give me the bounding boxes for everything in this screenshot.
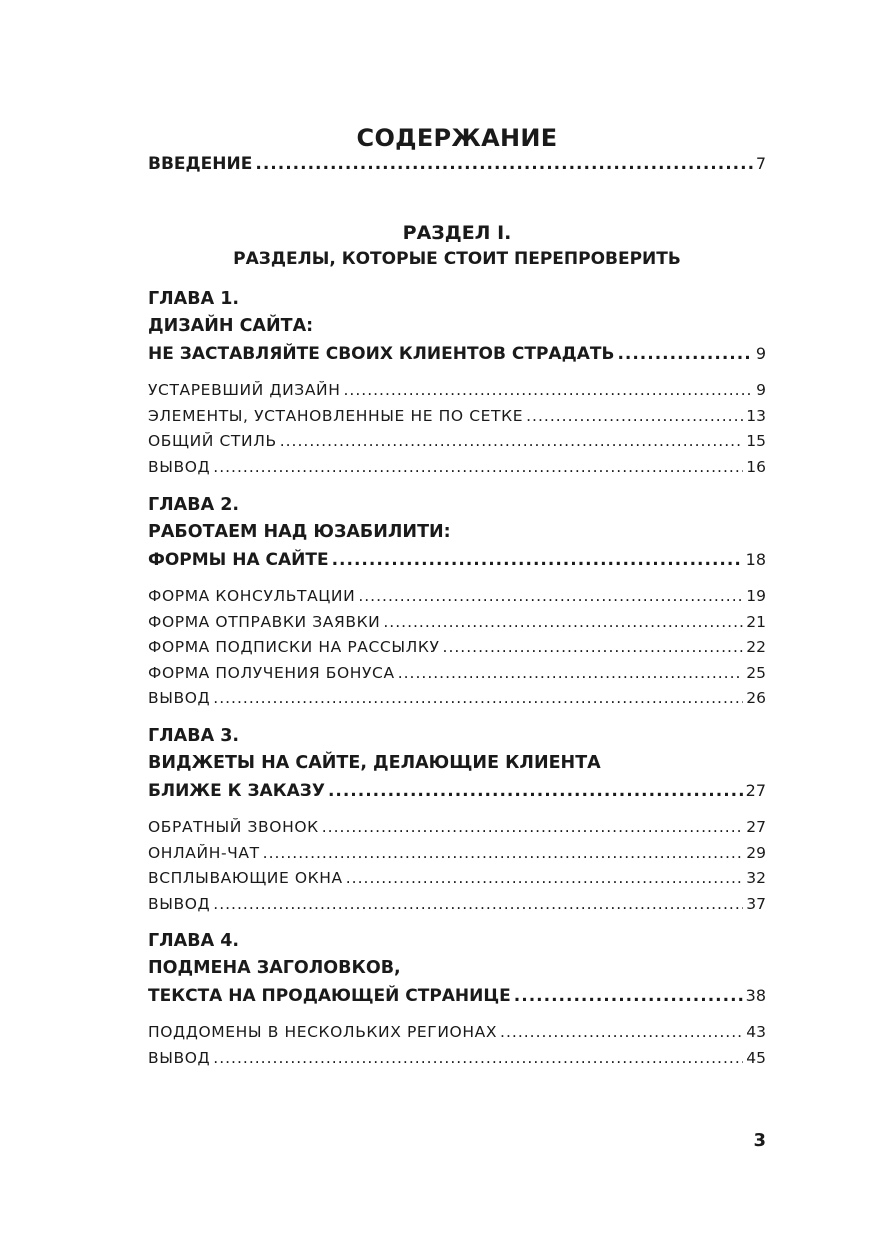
entry-label: ПОДДОМЕНЫ В НЕСКОЛЬКИХ РЕГИОНАХ	[148, 1023, 498, 1041]
subsection-list	[148, 378, 766, 480]
toc-entry-subsection[interactable]	[148, 404, 766, 430]
toc-entry-subsection[interactable]	[148, 841, 766, 867]
entry-label: ОБЩИЙ СТИЛЬ	[148, 432, 277, 450]
entry-label: ЭЛЕМЕНТЫ, УСТАНОВЛЕННЫЕ НЕ ПО СЕТКЕ	[148, 406, 524, 425]
subsection-list	[148, 584, 766, 712]
toc-entry-subsection[interactable]	[148, 686, 766, 712]
dot-leader	[358, 584, 743, 610]
chapter-title-line: ДИЗАЙН САЙТА:	[148, 316, 314, 336]
entry-page-number: 9	[756, 381, 766, 399]
chapter-3	[148, 723, 766, 917]
toc-page	[148, 0, 766, 1241]
entry-page-number: 21	[746, 612, 766, 631]
dot-leader	[263, 841, 744, 867]
entry-label: ВЫВОД	[148, 689, 211, 707]
toc-entry-chapter[interactable]	[148, 546, 766, 574]
entry-page-number: 16	[746, 457, 766, 476]
toc-entry-subsection[interactable]	[148, 635, 766, 661]
entry-label: ВВЕДЕНИЕ	[148, 154, 253, 174]
toc-entry-subsection[interactable]	[148, 610, 766, 636]
chapter-4	[148, 928, 766, 1071]
dot-leader	[213, 686, 743, 712]
dot-leader	[213, 1046, 743, 1072]
entry-page-number: 38	[745, 986, 766, 1005]
chapter-1	[148, 286, 766, 480]
dot-leader	[332, 547, 743, 574]
toc-entry-subsection[interactable]	[148, 584, 766, 610]
chapter-number: ГЛАВА 2.	[148, 495, 240, 515]
entry-page-number: 9	[755, 344, 766, 363]
subsection-list	[148, 815, 766, 917]
section-subtitle: РАЗДЕЛЫ, КОТОРЫЕ СТОИТ ПЕРЕПРОВЕРИТЬ	[233, 249, 681, 269]
entry-page-number: 7	[755, 154, 766, 173]
page-number-footer: 3	[753, 1130, 766, 1151]
entry-label: ФОРМЫ НА САЙТЕ	[148, 550, 329, 570]
dot-leader	[328, 778, 743, 805]
entry-label: НЕ ЗАСТАВЛЯЙТЕ СВОИХ КЛИЕНТОВ СТРАДАТЬ	[148, 344, 615, 364]
entry-label: ВЫВОД	[148, 894, 211, 913]
entry-page-number: 32	[746, 869, 766, 887]
chapter-number: ГЛАВА 1.	[148, 289, 240, 309]
entry-page-number: 37	[746, 894, 766, 913]
toc-entry-subsection[interactable]	[148, 378, 766, 404]
entry-label: УСТАРЕВШИЙ ДИЗАЙН	[148, 381, 341, 399]
entry-label: БЛИЖЕ К ЗАКАЗУ	[148, 781, 325, 801]
chapter-title-line: РАБОТАЕМ НАД ЮЗАБИЛИТИ:	[148, 522, 451, 542]
dot-leader	[280, 429, 744, 455]
subsection-list	[148, 1020, 766, 1071]
dot-leader	[398, 661, 744, 687]
entry-label: ОНЛАЙН-ЧАТ	[148, 843, 260, 862]
dot-leader	[383, 610, 743, 636]
entry-page-number: 43	[746, 1023, 766, 1041]
entry-page-number: 22	[746, 638, 766, 656]
toc-entry-chapter[interactable]	[148, 982, 766, 1010]
entry-label: ФОРМА КОНСУЛЬТАЦИИ	[148, 587, 356, 605]
toc-entry-chapter[interactable]	[148, 777, 766, 805]
entry-label: ФОРМА ПОДПИСКИ НА РАССЫЛКУ	[148, 638, 440, 656]
entry-label: ТЕКСТА НА ПРОДАЮЩЕЙ СТРАНИЦЕ	[148, 986, 511, 1006]
toc-title: СОДЕРЖАНИЕ	[356, 124, 558, 152]
section-heading	[148, 220, 766, 272]
entry-page-number: 18	[745, 550, 766, 569]
dot-leader	[344, 378, 754, 404]
toc-entry-subsection[interactable]	[148, 455, 766, 481]
toc-entry-subsection[interactable]	[148, 429, 766, 455]
dot-leader	[514, 983, 743, 1010]
dot-leader	[213, 455, 743, 481]
entry-page-number: 26	[746, 689, 766, 707]
dot-leader	[346, 866, 744, 892]
entry-page-number: 13	[746, 406, 766, 425]
entry-label: ОБРАТНЫЙ ЗВОНОК	[148, 818, 319, 836]
entry-label: ВСПЛЫВАЮЩИЕ ОКНА	[148, 869, 343, 887]
entry-label: ВЫВОД	[148, 457, 211, 476]
entry-label: ФОРМА ОТПРАВКИ ЗАЯВКИ	[148, 612, 381, 631]
toc-entry-subsection[interactable]	[148, 661, 766, 687]
entry-page-number: 27	[745, 781, 766, 800]
entry-page-number: 27	[746, 818, 766, 836]
dot-leader	[617, 341, 752, 368]
entry-page-number: 29	[746, 843, 766, 862]
toc-entry-subsection[interactable]	[148, 866, 766, 892]
entry-page-number: 19	[746, 587, 766, 605]
entry-page-number: 15	[746, 432, 766, 450]
entry-page-number: 25	[746, 663, 766, 682]
dot-leader	[526, 404, 743, 430]
dot-leader	[213, 892, 743, 918]
entry-page-number: 45	[746, 1048, 766, 1067]
dot-leader	[500, 1020, 743, 1046]
dot-leader	[443, 635, 744, 661]
entry-label: ФОРМА ПОЛУЧЕНИЯ БОНУСА	[148, 663, 395, 682]
chapter-title-line: ПОДМЕНА ЗАГОЛОВКОВ,	[148, 958, 401, 978]
toc-entry-chapter[interactable]	[148, 340, 766, 368]
toc-entry-subsection[interactable]	[148, 1020, 766, 1046]
entry-label: ВЫВОД	[148, 1048, 211, 1067]
dot-leader	[322, 815, 744, 841]
chapter-2	[148, 492, 766, 712]
dot-leader	[255, 154, 752, 174]
toc-entry-introduction[interactable]	[148, 154, 766, 174]
toc-entry-subsection[interactable]	[148, 1046, 766, 1072]
chapter-number: ГЛАВА 4.	[148, 931, 240, 951]
chapter-title-line: ВИДЖЕТЫ НА САЙТЕ, ДЕЛАЮЩИЕ КЛИЕНТА	[148, 753, 601, 773]
toc-entry-subsection[interactable]	[148, 892, 766, 918]
section-title: РАЗДЕЛ I.	[402, 222, 512, 244]
chapter-number: ГЛАВА 3.	[148, 726, 240, 746]
toc-entry-subsection[interactable]	[148, 815, 766, 841]
